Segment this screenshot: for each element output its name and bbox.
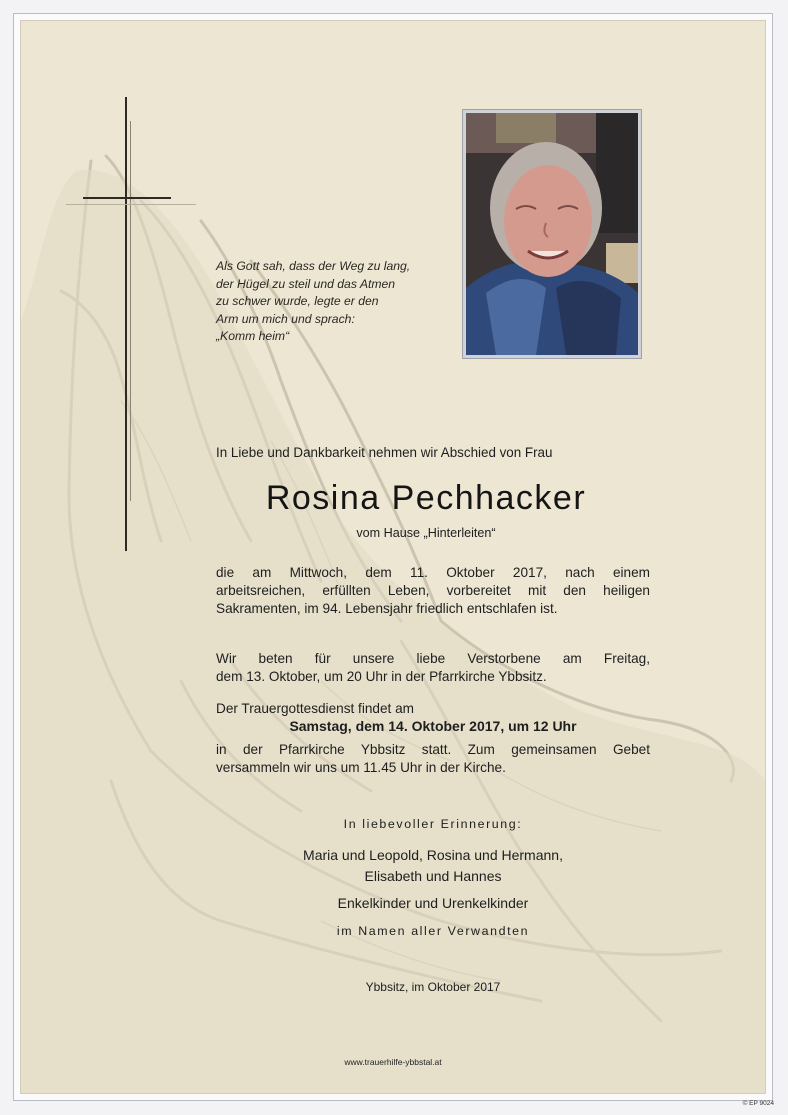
deceased-name: Rosina Pechhacker [265, 479, 587, 517]
cross-beam-highlight [66, 204, 196, 205]
mourners-line: Enkelkinder und Urenkelkinder [337, 895, 529, 911]
verse-line: der Hügel zu steil und das Atmen [216, 276, 396, 291]
footer-url: www.trauerhilfe-ybbstal.at [344, 1057, 442, 1067]
intro-text: In Liebe und Dankbarkeit nehmen wir Abschied von Frau [216, 445, 553, 460]
prayer-paragraph [216, 650, 650, 686]
copyright: © EP 9024 [742, 1100, 774, 1107]
verse-line: Arm um mich und sprach: [216, 311, 355, 326]
verse-line: zu schwer wurde, legte er den [216, 294, 379, 309]
cross-beam [83, 197, 171, 199]
portrait-photo-frame [462, 109, 642, 359]
cross-inner-line [130, 121, 131, 501]
portrait-photo [466, 113, 638, 355]
mourners-line: Elisabeth und Hannes [364, 868, 502, 884]
place-date: Ybbsitz, im Oktober 2017 [365, 980, 501, 994]
cross-icon [125, 97, 127, 551]
funeral-date: Samstag, dem 14. Oktober 2017, um 12 Uhr [289, 718, 577, 734]
verse-line: „Komm heim“ [216, 329, 290, 344]
death-line: Sakramenten, im 94. Lebensjahr friedlich entschlafen ist. [216, 601, 558, 616]
verse [216, 258, 446, 346]
prayer-line: dem 13. Oktober, um 20 Uhr in der Pfarrkirche Ybbsitz. [216, 669, 547, 684]
memory-names [216, 845, 650, 914]
funeral-intro: Der Trauergottesdienst findet am [216, 701, 414, 716]
death-line: die am Mittwoch, dem 11. Oktober 2017, nach einem [216, 565, 650, 580]
death-line: arbeitsreichen, erfüllten Leben, vorbereitet mit den heiligen [216, 583, 650, 598]
memory-heading: In liebevoller Erinnerung: [343, 817, 523, 831]
death-paragraph [216, 564, 650, 618]
funeral-line: versammeln wir uns um 11.45 Uhr in der Kirche. [216, 760, 506, 775]
funeral-line: in der Pfarrkirche Ybbsitz statt. Zum gemeinsamen Gebet [216, 742, 650, 757]
memory-closing: im Namen aller Verwandten [336, 924, 530, 938]
mourners-line: Maria und Leopold, Rosina und Hermann, [303, 847, 563, 863]
verse-line: Als Gott sah, dass der Weg zu lang, [216, 259, 411, 273]
deceased-house: vom Hause „Hinterleiten“ [356, 526, 496, 540]
parte-card [20, 20, 766, 1094]
funeral-paragraph [216, 741, 650, 777]
prayer-line: Wir beten für unsere liebe Verstorbene am Freitag, [216, 651, 650, 666]
